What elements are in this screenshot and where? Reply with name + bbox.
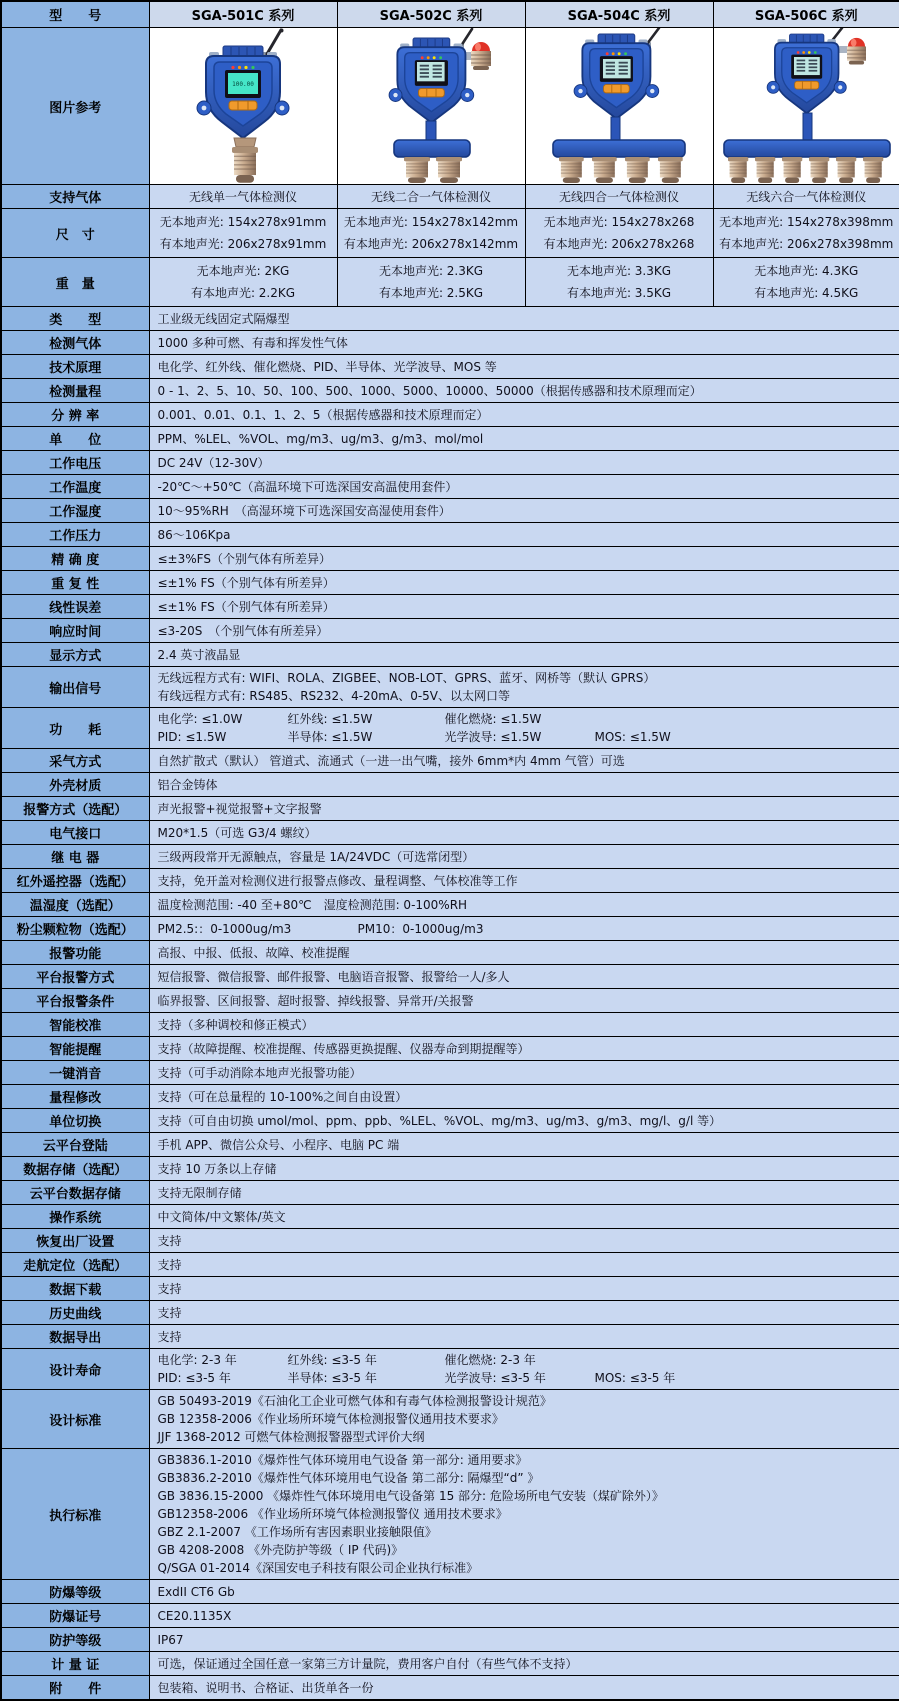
row-label: 红外遥控器（选配） xyxy=(1,869,149,893)
spec-row xyxy=(1,475,899,499)
spec-value-line: 支持，免开盖对检测仪进行报警点修改、量程调整、气体校准等工作 xyxy=(158,872,892,890)
spec-row xyxy=(1,1652,899,1676)
grid-cell xyxy=(149,185,337,209)
spec-value xyxy=(149,821,899,845)
spec-value-line: 电化学、红外线、催化燃烧、PID、半导体、光学波导、MOS 等 xyxy=(158,358,892,376)
model-column-sga-502c: SGA-502C 系列 xyxy=(337,1,525,28)
spec-value xyxy=(149,1604,899,1628)
product-image-sga-506c xyxy=(713,28,899,185)
spec-row xyxy=(1,797,899,821)
grid-cell xyxy=(337,185,525,209)
spec-value-line: 三级两段常开无源触点，容量是 1A/24VDC（可选常闭型） xyxy=(158,848,892,866)
row-label: 电气接口 xyxy=(1,821,149,845)
row-label: 继 电 器 xyxy=(1,845,149,869)
spec-row xyxy=(1,1349,899,1390)
spec-value xyxy=(149,1390,899,1449)
spec-value-segment: 红外线: ≤3-5 年 xyxy=(288,1351,445,1369)
row-label: 尺 寸 xyxy=(1,209,149,258)
spec-value-line: 支持 xyxy=(158,1304,892,1322)
row-label: 走航定位（选配） xyxy=(1,1253,149,1277)
spec-value xyxy=(149,773,899,797)
row-label: 单位切换 xyxy=(1,1109,149,1133)
spec-value xyxy=(149,307,899,331)
spec-value-segment: PID: ≤3-5 年 xyxy=(158,1369,288,1387)
spec-row xyxy=(1,1628,899,1652)
spec-row xyxy=(1,547,899,571)
row-label: 设计标准 xyxy=(1,1390,149,1449)
spec-value-line: GBZ 2.1-2007 《工作场所有害因素职业接触限值》 xyxy=(158,1523,892,1541)
spec-value-line: M20*1.5（可选 G3/4 螺纹） xyxy=(158,824,892,842)
device-illustration-single-gas-detector xyxy=(150,28,336,184)
model-header-label: 型 号 xyxy=(1,1,149,28)
row-label: 支持气体 xyxy=(1,185,149,209)
spec-value xyxy=(149,379,899,403)
spec-value xyxy=(149,845,899,869)
grid-cell xyxy=(525,258,713,307)
spec-value-line: GB 4208-2008 《外壳防护等级（ IP 代码)》 xyxy=(158,1541,892,1559)
spec-value-line: 支持无限制存储 xyxy=(158,1184,892,1202)
row-label: 执行标准 xyxy=(1,1449,149,1580)
spec-value xyxy=(149,1628,899,1652)
spec-row xyxy=(1,1580,899,1604)
spec-value-line: 支持（可在总量程的 10-100%之间自由设置） xyxy=(158,1088,892,1106)
row-label: 平台报警条件 xyxy=(1,989,149,1013)
row-label: 分 辨 率 xyxy=(1,403,149,427)
row-label: 精 确 度 xyxy=(1,547,149,571)
row-label: 工作温度 xyxy=(1,475,149,499)
spec-value-line: GB 12358-2006《作业场所环境气体检测报警仪通用技术要求》 xyxy=(158,1410,892,1428)
spec-value-segment: 电化学: 2-3 年 xyxy=(158,1351,288,1369)
spec-value xyxy=(149,571,899,595)
row-label: 重 量 xyxy=(1,258,149,307)
spec-value-line: 支持 10 万条以上存储 xyxy=(158,1160,892,1178)
spec-value-line: -20℃～+50℃（高温环境下可选深国安高温使用套件） xyxy=(158,478,892,496)
spec-row xyxy=(1,643,899,667)
spec-value xyxy=(149,523,899,547)
grid-cell-line: 无线四合一气体检测仪 xyxy=(528,188,711,206)
spec-value xyxy=(149,427,899,451)
row-label: 防爆等级 xyxy=(1,1580,149,1604)
spec-row xyxy=(1,869,899,893)
spec-value-line: 临界报警、区间报警、超时报警、掉线报警、异常开/关报警 xyxy=(158,992,892,1010)
spec-value-line: 支持 xyxy=(158,1256,892,1274)
spec-value xyxy=(149,595,899,619)
spec-value xyxy=(149,1301,899,1325)
spec-row xyxy=(1,523,899,547)
spec-row xyxy=(1,1325,899,1349)
spec-value-line: 支持（故障提醒、校准提醒、传感器更换提醒、仪器寿命到期提醒等） xyxy=(158,1040,892,1058)
spec-value xyxy=(149,893,899,917)
spec-row xyxy=(1,403,899,427)
spec-value xyxy=(149,797,899,821)
row-label: 报警方式（选配） xyxy=(1,797,149,821)
spec-value-line: GB 50493-2019《石油化工企业可燃气体和有毒气体检测报警设计规范》 xyxy=(158,1392,892,1410)
spec-value-line: 支持（可自由切换 umol/mol、ppm、ppb、%LEL、%VOL、mg/m3、ug/m3、g/m3、mg/l、g/l 等） xyxy=(158,1112,892,1130)
grid-cell xyxy=(149,258,337,307)
spec-value-line: 短信报警、微信报警、邮件报警、电脑语音报警、报警给一人/多人 xyxy=(158,968,892,986)
spec-value-line: GB3836.1-2010《爆炸性气体环境用电气设备 第一部分: 通用要求》 xyxy=(158,1451,892,1469)
spec-value xyxy=(149,1349,899,1390)
row-label: 历史曲线 xyxy=(1,1301,149,1325)
spec-value-segment: PM10：0-1000ug/m3 xyxy=(358,920,515,938)
row-label: 类 型 xyxy=(1,307,149,331)
row-label: 单 位 xyxy=(1,427,149,451)
row-label: 重 复 性 xyxy=(1,571,149,595)
spec-row xyxy=(1,355,899,379)
spec-value-line: ≤±3%FS（个别气体有所差异） xyxy=(158,550,892,568)
spec-value xyxy=(149,451,899,475)
spec-row xyxy=(1,917,899,941)
spec-value-line: DC 24V（12-30V） xyxy=(158,454,892,472)
row-label: 检测气体 xyxy=(1,331,149,355)
spec-row xyxy=(1,1133,899,1157)
spec-value xyxy=(149,1652,899,1676)
row-label: 输出信号 xyxy=(1,667,149,708)
spec-value-line: 铝合金铸体 xyxy=(158,776,892,794)
grid-cell-line: 有本地声光: 2.5KG xyxy=(340,282,523,304)
spec-value-line: Q/SGA 01-2014《深国安电子科技有限公司企业执行标准》 xyxy=(158,1559,892,1577)
spec-value-segment: 电化学: ≤1.0W xyxy=(158,710,288,728)
row-label: 功 耗 xyxy=(1,708,149,749)
spec-row xyxy=(1,941,899,965)
spec-value-line: 工业级无线固定式隔爆型 xyxy=(158,310,892,328)
grid-cell-line: 有本地声光: 2.2KG xyxy=(152,282,335,304)
grid-cell xyxy=(713,258,899,307)
spec-row xyxy=(1,1301,899,1325)
row-label: 数据存储（选配） xyxy=(1,1157,149,1181)
spec-value-line: PPM、%LEL、%VOL、mg/m3、ug/m3、g/m3、mol/mol xyxy=(158,430,892,448)
image-row xyxy=(1,28,899,185)
spec-row xyxy=(1,1676,899,1701)
spec-value xyxy=(149,1205,899,1229)
grid-cell-line: 无本地声光: 154x278x268 xyxy=(528,211,711,233)
spec-row xyxy=(1,1037,899,1061)
spec-row xyxy=(1,1061,899,1085)
spec-value xyxy=(149,917,899,941)
spec-value-line: 0.001、0.01、0.1、1、2、5（根据传感器和技术原理而定） xyxy=(158,406,892,424)
spec-value-line: 支持 xyxy=(158,1232,892,1250)
spec-value xyxy=(149,1580,899,1604)
spec-value xyxy=(149,667,899,708)
spec-value-line: ExdII CT6 Gb xyxy=(158,1583,892,1601)
spec-row xyxy=(1,331,899,355)
spec-value-line: 可选，保证通过全国任意一家第三方计量院，费用客户自付（有些气体不支持） xyxy=(158,1655,892,1673)
spec-value-line: 支持 xyxy=(158,1280,892,1298)
spec-row xyxy=(1,307,899,331)
spec-row xyxy=(1,499,899,523)
spec-value xyxy=(149,403,899,427)
spec-value-line: GB3836.2-2010《爆炸性气体环境用电气设备 第二部分: 隔爆型“d” 》 xyxy=(158,1469,892,1487)
grid-cell-line: 有本地声光: 206x278x268 xyxy=(528,233,711,255)
model-column-sga-501c: SGA-501C 系列 xyxy=(149,1,337,28)
row-label: 恢复出厂设置 xyxy=(1,1229,149,1253)
row-label: 操作系统 xyxy=(1,1205,149,1229)
spec-value-segment: 光学波导: ≤3-5 年 xyxy=(445,1369,595,1387)
model-column-sga-506c: SGA-506C 系列 xyxy=(713,1,899,28)
grid-cell-line: 无线六合一气体检测仪 xyxy=(716,188,898,206)
spec-value xyxy=(149,869,899,893)
spec-value xyxy=(149,1133,899,1157)
spec-value-line: 高报、中报、低报、故障、校准提醒 xyxy=(158,944,892,962)
row-label: 一键消音 xyxy=(1,1061,149,1085)
spec-value xyxy=(149,1325,899,1349)
row-label: 粉尘颗粒物（选配） xyxy=(1,917,149,941)
row-label: 云平台登陆 xyxy=(1,1133,149,1157)
spec-value-line: CE20.1135X xyxy=(158,1607,892,1625)
row-label: 设计寿命 xyxy=(1,1349,149,1390)
spec-row xyxy=(1,708,899,749)
spec-row xyxy=(1,1181,899,1205)
spec-row xyxy=(1,1253,899,1277)
spec-value xyxy=(149,547,899,571)
spec-row xyxy=(1,1390,899,1449)
spec-value-line: 手机 APP、微信公众号、小程序、电脑 PC 端 xyxy=(158,1136,892,1154)
spec-value-line: 10～95%RH （高湿环境下可选深国安高湿使用套件） xyxy=(158,502,892,520)
row-label: 数据导出 xyxy=(1,1325,149,1349)
spec-row xyxy=(1,773,899,797)
spec-value-segment: PID: ≤1.5W xyxy=(158,728,288,746)
spec-row xyxy=(1,619,899,643)
header-row xyxy=(1,1,899,28)
spec-value xyxy=(149,1157,899,1181)
grid-cell-line: 有本地声光: 4.5KG xyxy=(716,282,898,304)
spec-value-line: 中文简体/中文繁体/英文 xyxy=(158,1208,892,1226)
spec-row xyxy=(1,667,899,708)
grid-cell-line: 有本地声光: 3.5KG xyxy=(528,282,711,304)
spec-row xyxy=(1,379,899,403)
spec-value-segment: 半导体: ≤3-5 年 xyxy=(288,1369,445,1387)
spec-value-line: 1000 多种可燃、有毒和挥发性气体 xyxy=(158,334,892,352)
grid-cell xyxy=(337,258,525,307)
grid-cell-line: 无线单一气体检测仪 xyxy=(152,188,335,206)
grid-row xyxy=(1,185,899,209)
spec-row xyxy=(1,1229,899,1253)
spec-value xyxy=(149,1253,899,1277)
grid-cell-line: 无本地声光: 154x278x142mm xyxy=(340,211,523,233)
spec-value xyxy=(149,1181,899,1205)
row-label: 工作压力 xyxy=(1,523,149,547)
row-label: 计 量 证 xyxy=(1,1652,149,1676)
spec-row xyxy=(1,821,899,845)
grid-cell-line: 无本地声光: 4.3KG xyxy=(716,260,898,282)
device-illustration-2in1-gas-detector xyxy=(338,28,524,184)
grid-cell-line: 无本地声光: 2.3KG xyxy=(340,260,523,282)
spec-value xyxy=(149,1277,899,1301)
row-label: 平台报警方式 xyxy=(1,965,149,989)
spec-value xyxy=(149,1676,899,1701)
grid-cell-line: 无本地声光: 3.3KG xyxy=(528,260,711,282)
spec-value-segment: 催化燃烧: ≤1.5W xyxy=(445,710,595,728)
spec-value-line: 无线远程方式有: WIFI、ROLA、ZIGBEE、NOB-LOT、GPRS、蓝牙、网桥等（默认 GPRS） xyxy=(158,669,892,687)
row-label: 云平台数据存储 xyxy=(1,1181,149,1205)
spec-value-segment: MOS: ≤3-5 年 xyxy=(595,1369,676,1387)
row-label: 响应时间 xyxy=(1,619,149,643)
model-column-sga-504c: SGA-504C 系列 xyxy=(525,1,713,28)
spec-value-line: 温度检测范围: -40 至+80℃ 湿度检测范围: 0-100%RH xyxy=(158,896,892,914)
grid-cell-line: 无线二合一气体检测仪 xyxy=(340,188,523,206)
row-label: 附 件 xyxy=(1,1676,149,1701)
spec-value xyxy=(149,355,899,379)
spec-row xyxy=(1,1277,899,1301)
spec-row xyxy=(1,1085,899,1109)
spec-value-line: 支持（多种调校和修正模式） xyxy=(158,1016,892,1034)
spec-value xyxy=(149,499,899,523)
row-label: 数据下载 xyxy=(1,1277,149,1301)
spec-row xyxy=(1,1157,899,1181)
row-label: 工作电压 xyxy=(1,451,149,475)
row-label: 温湿度（选配） xyxy=(1,893,149,917)
grid-cell-line: 有本地声光: 206x278x91mm xyxy=(152,233,335,255)
spec-value xyxy=(149,643,899,667)
spec-value-segment: MOS: ≤1.5W xyxy=(595,728,671,746)
spec-value xyxy=(149,1061,899,1085)
spec-value-line: 支持（可手动消除本地声光报警功能） xyxy=(158,1064,892,1082)
spec-row xyxy=(1,595,899,619)
spec-value xyxy=(149,331,899,355)
spec-value xyxy=(149,1449,899,1580)
row-label: 防护等级 xyxy=(1,1628,149,1652)
row-label: 显示方式 xyxy=(1,643,149,667)
grid-cell-line: 无本地声光: 154x278x398mm xyxy=(716,211,898,233)
device-illustration-4in1-gas-detector xyxy=(526,28,712,184)
spec-value-line: 包装箱、说明书、合格证、出货单各一份 xyxy=(158,1679,892,1697)
spec-value xyxy=(149,1109,899,1133)
spec-value-line: ≤±1% FS（个别气体有所差异） xyxy=(158,574,892,592)
spec-value-line: JJF 1368-2012 可燃气体检测报警器型式评价大纲 xyxy=(158,1428,892,1446)
row-label: 报警功能 xyxy=(1,941,149,965)
spec-value-line: ≤±1% FS（个别气体有所差异） xyxy=(158,598,892,616)
spec-row xyxy=(1,749,899,773)
spec-row xyxy=(1,845,899,869)
image-row-label: 图片参考 xyxy=(1,28,149,185)
grid-row xyxy=(1,258,899,307)
spec-value xyxy=(149,475,899,499)
spec-value-line: 自然扩散式（默认） 管道式、流通式（一进一出气嘴，接外 6mm*内 4mm 气管）可选 xyxy=(158,752,892,770)
row-label: 量程修改 xyxy=(1,1085,149,1109)
spec-row xyxy=(1,1205,899,1229)
spec-value xyxy=(149,1229,899,1253)
spec-value-line: 86～106Kpa xyxy=(158,526,892,544)
row-label: 智能提醒 xyxy=(1,1037,149,1061)
spec-value-line: 2.4 英寸液晶显 xyxy=(158,646,892,664)
spec-row xyxy=(1,965,899,989)
spec-value xyxy=(149,1037,899,1061)
spec-value-line: 0 - 1、2、5、10、50、100、500、1000、5000、10000、50000（根据传感器和技术原理而定） xyxy=(158,382,892,400)
spec-value-segment: 半导体: ≤1.5W xyxy=(288,728,445,746)
grid-cell xyxy=(525,209,713,258)
row-label: 技术原理 xyxy=(1,355,149,379)
spec-row xyxy=(1,989,899,1013)
row-label: 防爆证号 xyxy=(1,1604,149,1628)
grid-cell xyxy=(337,209,525,258)
spec-value-line: 支持 xyxy=(158,1328,892,1346)
row-label: 外壳材质 xyxy=(1,773,149,797)
spec-value-line: 有线远程方式有: RS485、RS232、4-20mA、0-5V、以太网口等 xyxy=(158,687,892,705)
product-image-sga-502c xyxy=(337,28,525,185)
row-label: 智能校准 xyxy=(1,1013,149,1037)
spec-value-segment: PM2.5:：0-1000ug/m3 xyxy=(158,920,358,938)
spec-row xyxy=(1,1449,899,1580)
spec-value-line: GB12358-2006 《作业场所环境气体检测报警仪 通用技术要求》 xyxy=(158,1505,892,1523)
grid-cell-line: 有本地声光: 206x278x398mm xyxy=(716,233,898,255)
row-label: 检测量程 xyxy=(1,379,149,403)
spec-row xyxy=(1,427,899,451)
spec-row xyxy=(1,451,899,475)
spec-row xyxy=(1,1604,899,1628)
row-label: 采气方式 xyxy=(1,749,149,773)
spec-value-segment: 光学波导: ≤1.5W xyxy=(445,728,595,746)
spec-row xyxy=(1,571,899,595)
spec-value xyxy=(149,1013,899,1037)
spec-row xyxy=(1,1013,899,1037)
spec-value xyxy=(149,1085,899,1109)
grid-row xyxy=(1,209,899,258)
product-image-sga-501c xyxy=(149,28,337,185)
spec-value-segment: 催化燃烧: 2-3 年 xyxy=(445,1351,595,1369)
device-illustration-6in1-gas-detector xyxy=(714,28,899,184)
product-image-sga-504c xyxy=(525,28,713,185)
spec-row xyxy=(1,893,899,917)
spec-value-line: ≤3-20S （个别气体有所差异） xyxy=(158,622,892,640)
spec-value-segment: 红外线: ≤1.5W xyxy=(288,710,445,728)
spec-value-line: IP67 xyxy=(158,1631,892,1649)
grid-cell xyxy=(149,209,337,258)
grid-cell-line: 无本地声光: 2KG xyxy=(152,260,335,282)
row-label: 工作湿度 xyxy=(1,499,149,523)
spec-value-line: GB 3836.15-2000 《爆炸性气体环境用电气设备第 15 部分: 危险场所电气安装（煤矿除外）》 xyxy=(158,1487,892,1505)
spec-row xyxy=(1,1109,899,1133)
grid-cell xyxy=(525,185,713,209)
spec-value xyxy=(149,941,899,965)
spec-value xyxy=(149,989,899,1013)
grid-cell-line: 无本地声光: 154x278x91mm xyxy=(152,211,335,233)
spec-value-line: 声光报警+视觉报警+文字报警 xyxy=(158,800,892,818)
spec-value xyxy=(149,708,899,749)
spec-value xyxy=(149,749,899,773)
row-label: 线性误差 xyxy=(1,595,149,619)
spec-value xyxy=(149,965,899,989)
grid-cell-line: 有本地声光: 206x278x142mm xyxy=(340,233,523,255)
spec-value xyxy=(149,619,899,643)
grid-cell xyxy=(713,209,899,258)
grid-cell xyxy=(713,185,899,209)
